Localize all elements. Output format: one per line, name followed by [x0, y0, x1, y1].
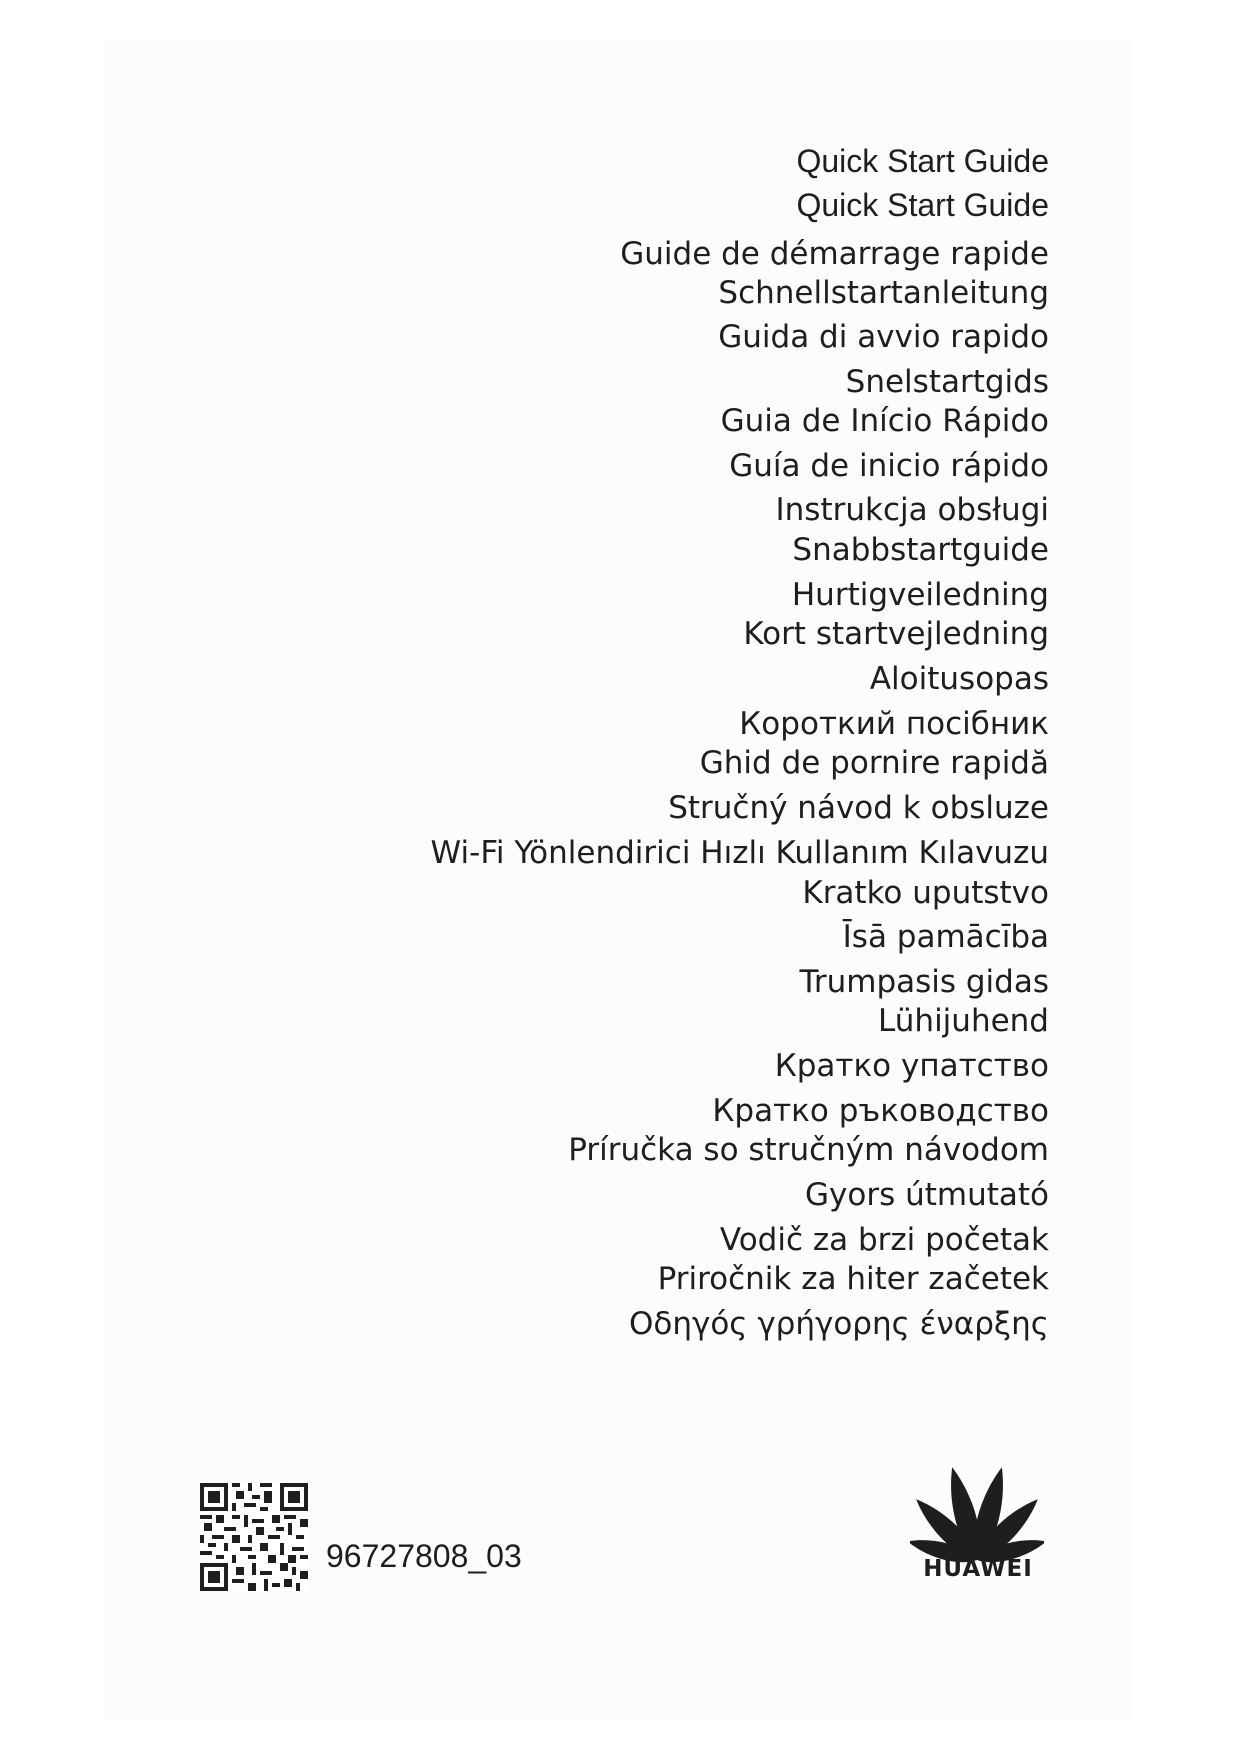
title-ukrainian: Короткий посібник — [739, 706, 1049, 742]
title-english-2: Quick Start Guide — [796, 187, 1049, 223]
qr-code-icon — [200, 1483, 308, 1591]
title-dutch: Snelstartgids — [845, 364, 1049, 400]
title-slovenian: Priročnik za hiter začetek — [657, 1261, 1049, 1297]
title-french: Guide de démarrage rapide — [620, 236, 1049, 272]
title-portuguese: Guia de Início Rápido — [720, 403, 1049, 439]
title-norwegian: Hurtigveiledning — [791, 577, 1049, 613]
title-croatian: Vodič za brzi početak — [719, 1222, 1049, 1258]
title-slovak: Príručka so stručným návodom — [568, 1132, 1049, 1168]
title-polish: Instrukcja obsługi — [775, 492, 1049, 528]
title-czech: Stručný návod k obsluze — [668, 790, 1049, 826]
title-danish: Kort startvejledning — [743, 616, 1049, 652]
title-serbian: Kratko uputstvo — [802, 875, 1049, 911]
title-hungarian: Gyors útmutató — [804, 1177, 1049, 1213]
title-latvian: Īsā pamācība — [842, 919, 1049, 955]
title-finnish: Aloitusopas — [869, 661, 1049, 697]
title-italian: Guida di avvio rapido — [718, 319, 1049, 355]
document-number: 96727808_03 — [326, 1538, 522, 1574]
title-estonian: Lühijuhend — [878, 1003, 1049, 1039]
title-german: Schnellstartanleitung — [718, 275, 1049, 311]
title-swedish: Snabbstartguide — [792, 532, 1049, 568]
title-greek: Οδηγός γρήγορης έναρξης — [628, 1306, 1049, 1342]
title-romanian: Ghid de pornire rapidă — [699, 745, 1049, 781]
title-turkish: Wi-Fi Yönlendirici Hızlı Kullanım Kılavuzu — [430, 835, 1049, 871]
title-macedonian: Кратко упатство — [774, 1048, 1049, 1084]
title-lithuanian: Trumpasis gidas — [799, 964, 1049, 1000]
title-bulgarian: Кратко ръководство — [712, 1093, 1049, 1129]
title-english: Quick Start Guide — [796, 143, 1049, 179]
brand-name: HUAWEI — [923, 1556, 1033, 1582]
title-spanish: Guía de inicio rápido — [729, 448, 1049, 484]
